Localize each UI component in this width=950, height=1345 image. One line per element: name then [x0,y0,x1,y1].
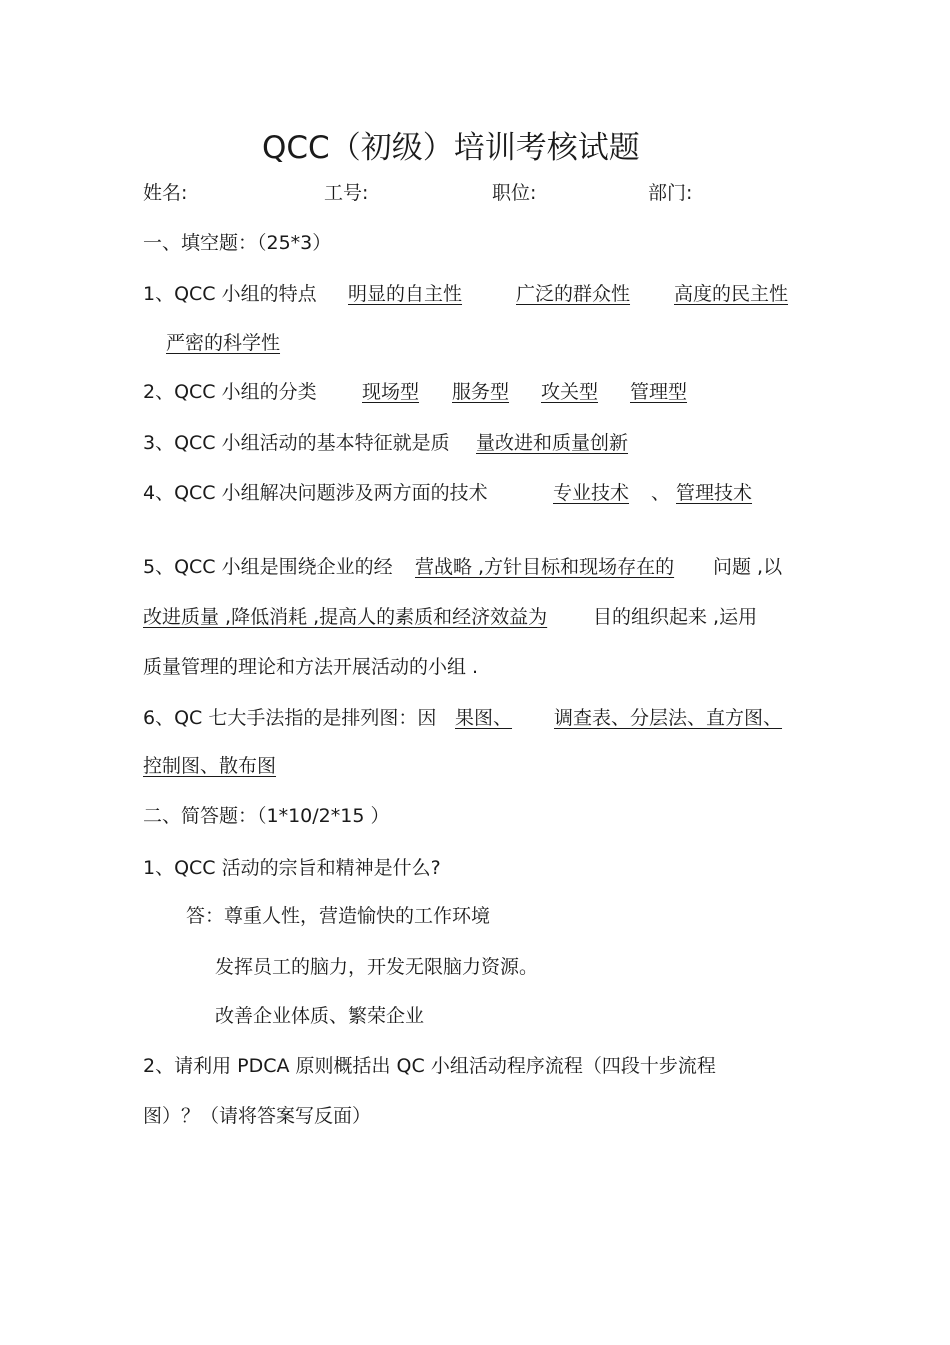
question-5-line-2b: 目的组织起来 ,运用 [593,606,758,628]
name-label: 姓名: [143,182,188,204]
question-4-separator: 、 [651,482,671,504]
question-5-line-1c: 问题 ,以 [713,556,783,578]
short-question-2-line-1: 2、请利用 PDCA 原则概括出 QC 小组活动程序流程（四段十步流程 [143,1055,716,1077]
position-label: 职位: [492,182,537,204]
question-5-line-2a: 改进质量 ,降低消耗 ,提高人的素质和经济效益为 [143,606,548,628]
short-question-2-line-2: 图）？（请将答案写反面） [143,1105,372,1127]
question-5-line-3: 质量管理的理论和方法开展活动的小组 . [143,656,479,678]
question-2-answer-3: 攻关型 [541,381,599,403]
question-4-prefix: 4、QCC 小组解决问题涉及两方面的技术 [143,482,488,504]
question-1-answer-2: 广泛的群众性 [516,283,631,305]
short-answer-1-line-1: 答：尊重人性，营造愉快的工作环境 [186,905,491,927]
short-answer-1-line-3: 改善企业体质、繁荣企业 [215,1005,425,1027]
employee-id-label: 工号: [324,182,369,204]
section-1-heading: 一、填空题：（25*3） [143,232,332,254]
section-2-heading: 二、简答题：（1*10/2*15 ） [143,805,390,827]
question-1-answer-4: 严密的科学性 [166,332,281,354]
question-1-answer-3: 高度的民主性 [674,283,789,305]
question-2-answer-1: 现场型 [362,381,420,403]
short-answer-1-line-2: 发挥员工的脑力，开发无限脑力资源。 [215,956,539,978]
question-6-line-1a: 6、QC 七大手法指的是排列图：因 [143,707,437,729]
department-label: 部门: [648,182,693,204]
question-5-line-1b: 营战略 ,方针目标和现场存在的 [415,556,675,578]
question-4-answer-1: 专业技术 [553,482,630,504]
question-2-prefix: 2、QCC 小组的分类 [143,381,317,403]
question-2-answer-2: 服务型 [452,381,510,403]
question-3-prefix: 3、QCC 小组活动的基本特征就是质 [143,432,450,454]
question-5-line-1a: 5、QCC 小组是围绕企业的经 [143,556,393,578]
question-6-line-1b: 果图、 [455,707,513,729]
question-2-answer-4: 管理型 [630,381,688,403]
short-question-1: 1、QCC 活动的宗旨和精神是什么? [143,857,441,879]
question-6-line-1c: 调查表、分层法、直方图、 [554,707,783,729]
page-title: QCC（初级）培训考核试题 [262,130,640,166]
question-4-answer-2: 管理技术 [676,482,753,504]
question-3-answer: 量改进和质量创新 [476,432,629,454]
question-1-answer-1: 明显的自主性 [348,283,463,305]
question-6-line-2: 控制图、散布图 [143,755,277,777]
question-1-prefix: 1、QCC 小组的特点 [143,283,317,305]
